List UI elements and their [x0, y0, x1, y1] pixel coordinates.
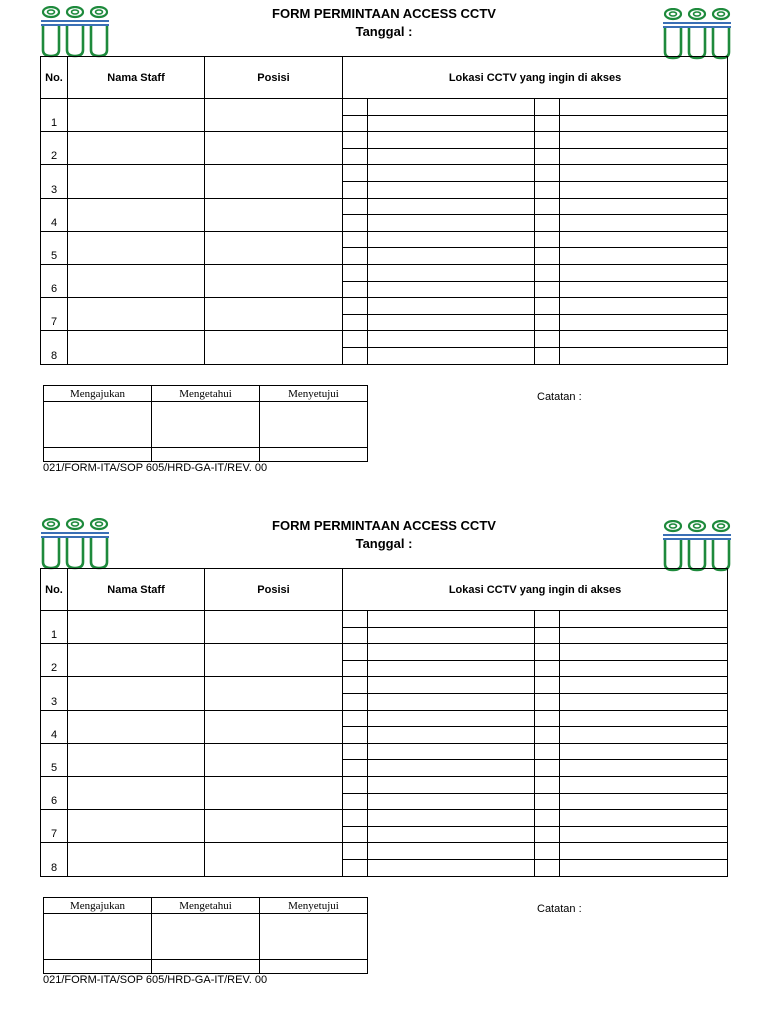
location-check-cell[interactable]: [535, 627, 560, 644]
header-no: No.: [41, 569, 68, 611]
table-row: [41, 99, 728, 116]
signature-box[interactable]: [152, 402, 260, 448]
signature-body-row: [44, 402, 368, 448]
location-check-cell[interactable]: [343, 627, 368, 644]
location-check-cell[interactable]: [535, 198, 560, 215]
location-check-cell[interactable]: [343, 660, 368, 677]
position-cell[interactable]: [205, 776, 343, 809]
row-number: 5: [41, 231, 68, 264]
location-name-cell[interactable]: [560, 627, 728, 644]
location-name-cell[interactable]: [560, 314, 728, 331]
location-check-cell[interactable]: [343, 181, 368, 198]
location-name-cell[interactable]: [368, 215, 535, 232]
location-check-cell[interactable]: [535, 677, 560, 694]
location-name-cell[interactable]: [368, 743, 535, 760]
signer-name-cell[interactable]: [152, 960, 260, 974]
company-logo-right: [662, 520, 732, 572]
row-number: 4: [41, 710, 68, 743]
location-check-cell[interactable]: [343, 843, 368, 860]
location-check-cell[interactable]: [535, 644, 560, 661]
row-number: 5: [41, 743, 68, 776]
location-check-cell[interactable]: [535, 660, 560, 677]
document-code: 021/FORM-ITA/SOP 605/HRD-GA-IT/REV. 00: [43, 974, 268, 986]
location-name-cell[interactable]: [560, 776, 728, 793]
location-name-cell[interactable]: [368, 331, 535, 348]
location-check-cell[interactable]: [535, 281, 560, 298]
location-name-cell[interactable]: [368, 231, 535, 248]
location-name-cell[interactable]: [368, 693, 535, 710]
position-cell[interactable]: [205, 710, 343, 743]
table-row: [41, 644, 728, 661]
location-check-cell[interactable]: [343, 281, 368, 298]
date-label: Tanggal :: [355, 24, 413, 39]
location-name-cell[interactable]: [560, 298, 728, 315]
staff-name-cell[interactable]: [68, 710, 205, 743]
signature-box[interactable]: [44, 402, 152, 448]
staff-name-cell[interactable]: [68, 331, 205, 364]
location-name-cell[interactable]: [368, 760, 535, 777]
signature-name-row: [44, 960, 368, 974]
row-number: 8: [41, 331, 68, 364]
position-cell[interactable]: [205, 611, 343, 644]
form-title: FORM PERMINTAAN ACCESS CCTV: [272, 6, 496, 21]
location-name-cell[interactable]: [368, 611, 535, 628]
position-cell[interactable]: [205, 198, 343, 231]
table-row: [41, 331, 728, 348]
signature-header-row: [44, 898, 368, 914]
location-name-cell[interactable]: [560, 331, 728, 348]
location-name-cell[interactable]: [368, 198, 535, 215]
location-name-cell[interactable]: [560, 215, 728, 232]
company-logo-right: [662, 8, 732, 60]
staff-name-cell[interactable]: [68, 165, 205, 198]
location-check-cell[interactable]: [343, 215, 368, 232]
signature-body-row: [44, 914, 368, 960]
location-check-cell[interactable]: [535, 165, 560, 182]
staff-name-cell[interactable]: [68, 99, 205, 132]
header-position: Posisi: [205, 57, 343, 99]
staff-name-cell[interactable]: [68, 743, 205, 776]
location-name-cell[interactable]: [368, 627, 535, 644]
location-check-cell[interactable]: [535, 859, 560, 876]
signer-name-cell[interactable]: [44, 448, 152, 462]
location-check-cell[interactable]: [535, 181, 560, 198]
location-check-cell[interactable]: [535, 132, 560, 149]
company-logo-left: [40, 6, 110, 58]
location-name-cell[interactable]: [368, 660, 535, 677]
table-row: [41, 810, 728, 827]
location-check-cell[interactable]: [343, 99, 368, 116]
header-cctv-location: Lokasi CCTV yang ingin di akses: [343, 569, 728, 611]
location-check-cell[interactable]: [343, 115, 368, 132]
location-check-cell[interactable]: [535, 743, 560, 760]
location-name-cell[interactable]: [560, 231, 728, 248]
position-cell[interactable]: [205, 132, 343, 165]
notes-label: Catatan :: [537, 903, 582, 915]
signature-name-row: [44, 448, 368, 462]
position-cell[interactable]: [205, 644, 343, 677]
position-cell[interactable]: [205, 331, 343, 364]
signature-approved-label: Menyetujui: [260, 386, 368, 402]
location-check-cell[interactable]: [535, 148, 560, 165]
location-name-cell[interactable]: [560, 826, 728, 843]
position-cell[interactable]: [205, 743, 343, 776]
location-check-cell[interactable]: [343, 776, 368, 793]
location-check-cell[interactable]: [343, 859, 368, 876]
signer-name-cell[interactable]: [152, 448, 260, 462]
location-check-cell[interactable]: [343, 611, 368, 628]
staff-name-cell[interactable]: [68, 264, 205, 297]
signature-box[interactable]: [152, 914, 260, 960]
location-name-cell[interactable]: [560, 644, 728, 661]
position-cell[interactable]: [205, 99, 343, 132]
signer-name-cell[interactable]: [260, 448, 368, 462]
location-name-cell[interactable]: [560, 859, 728, 876]
location-check-cell[interactable]: [343, 347, 368, 364]
signer-name-cell[interactable]: [44, 960, 152, 974]
location-name-cell[interactable]: [560, 198, 728, 215]
table-row: [41, 165, 728, 182]
location-name-cell[interactable]: [560, 693, 728, 710]
location-name-cell[interactable]: [368, 181, 535, 198]
location-check-cell[interactable]: [535, 611, 560, 628]
location-check-cell[interactable]: [343, 677, 368, 694]
location-check-cell[interactable]: [343, 644, 368, 661]
location-check-cell[interactable]: [535, 99, 560, 116]
location-name-cell[interactable]: [560, 760, 728, 777]
table-row: [41, 743, 728, 760]
header-position: Posisi: [205, 569, 343, 611]
table-row: [41, 298, 728, 315]
location-check-cell[interactable]: [343, 727, 368, 744]
signature-submitted-label: Mengajukan: [44, 386, 152, 402]
header-cctv-location: Lokasi CCTV yang ingin di akses: [343, 57, 728, 99]
row-number: 4: [41, 198, 68, 231]
location-check-cell[interactable]: [343, 298, 368, 315]
company-logo-left: [40, 518, 110, 570]
location-check-cell[interactable]: [535, 793, 560, 810]
row-number: 3: [41, 165, 68, 198]
location-name-cell[interactable]: [368, 314, 535, 331]
row-number: 1: [41, 99, 68, 132]
location-check-cell[interactable]: [343, 743, 368, 760]
row-number: 7: [41, 810, 68, 843]
location-check-cell[interactable]: [535, 826, 560, 843]
location-name-cell[interactable]: [560, 611, 728, 628]
date-label: Tanggal :: [355, 536, 413, 551]
row-number: 3: [41, 677, 68, 710]
table-header-row: [41, 569, 728, 611]
form-header: [200, 6, 568, 39]
location-check-cell[interactable]: [535, 264, 560, 281]
location-name-cell[interactable]: [560, 148, 728, 165]
signature-acknowledged-label: Mengetahui: [152, 386, 260, 402]
location-name-cell[interactable]: [560, 843, 728, 860]
location-check-cell[interactable]: [343, 231, 368, 248]
location-name-cell[interactable]: [368, 115, 535, 132]
location-name-cell[interactable]: [560, 248, 728, 265]
location-name-cell[interactable]: [560, 99, 728, 116]
signature-acknowledged-label: Mengetahui: [152, 898, 260, 914]
position-cell[interactable]: [205, 810, 343, 843]
table-row: [41, 677, 728, 694]
location-check-cell[interactable]: [535, 231, 560, 248]
row-number: 1: [41, 611, 68, 644]
staff-name-cell[interactable]: [68, 677, 205, 710]
form-title: FORM PERMINTAAN ACCESS CCTV: [272, 518, 496, 533]
location-name-cell[interactable]: [368, 776, 535, 793]
signature-table: [43, 385, 368, 462]
staff-name-cell[interactable]: [68, 132, 205, 165]
position-cell[interactable]: [205, 231, 343, 264]
location-name-cell[interactable]: [560, 181, 728, 198]
location-name-cell[interactable]: [560, 727, 728, 744]
staff-name-cell[interactable]: [68, 776, 205, 809]
location-name-cell[interactable]: [560, 132, 728, 149]
location-name-cell[interactable]: [368, 727, 535, 744]
location-name-cell[interactable]: [560, 810, 728, 827]
location-check-cell[interactable]: [535, 298, 560, 315]
signer-name-cell[interactable]: [260, 960, 368, 974]
row-number: 2: [41, 132, 68, 165]
table-header-row: [41, 57, 728, 99]
location-check-cell[interactable]: [343, 248, 368, 265]
notes-label: Catatan :: [537, 391, 582, 403]
location-name-cell[interactable]: [368, 99, 535, 116]
location-check-cell[interactable]: [535, 693, 560, 710]
location-name-cell[interactable]: [368, 148, 535, 165]
staff-name-cell[interactable]: [68, 611, 205, 644]
staff-access-table: [40, 568, 728, 877]
location-name-cell[interactable]: [368, 281, 535, 298]
location-name-cell[interactable]: [560, 165, 728, 182]
location-name-cell[interactable]: [560, 743, 728, 760]
cctv-access-form: [0, 512, 768, 1012]
cctv-access-form: [0, 0, 768, 500]
staff-name-cell[interactable]: [68, 298, 205, 331]
position-cell[interactable]: [205, 264, 343, 297]
table-row: [41, 776, 728, 793]
table-row: [41, 264, 728, 281]
table-row: [41, 710, 728, 727]
location-name-cell[interactable]: [560, 660, 728, 677]
location-check-cell[interactable]: [535, 810, 560, 827]
table-row: [41, 132, 728, 149]
location-check-cell[interactable]: [343, 132, 368, 149]
location-name-cell[interactable]: [368, 843, 535, 860]
location-name-cell[interactable]: [368, 710, 535, 727]
location-check-cell[interactable]: [343, 264, 368, 281]
location-check-cell[interactable]: [535, 710, 560, 727]
location-name-cell[interactable]: [560, 264, 728, 281]
header-staff-name: Nama Staff: [68, 569, 205, 611]
location-name-cell[interactable]: [560, 115, 728, 132]
location-check-cell[interactable]: [343, 793, 368, 810]
signature-box[interactable]: [260, 402, 368, 448]
location-name-cell[interactable]: [368, 644, 535, 661]
location-check-cell[interactable]: [535, 331, 560, 348]
location-name-cell[interactable]: [368, 165, 535, 182]
signature-approved-label: Menyetujui: [260, 898, 368, 914]
signature-submitted-label: Mengajukan: [44, 898, 152, 914]
location-name-cell[interactable]: [368, 248, 535, 265]
staff-name-cell[interactable]: [68, 231, 205, 264]
row-number: 2: [41, 644, 68, 677]
staff-name-cell[interactable]: [68, 810, 205, 843]
position-cell[interactable]: [205, 165, 343, 198]
location-name-cell[interactable]: [368, 132, 535, 149]
row-number: 6: [41, 776, 68, 809]
location-check-cell[interactable]: [343, 710, 368, 727]
location-check-cell[interactable]: [535, 215, 560, 232]
location-check-cell[interactable]: [535, 727, 560, 744]
form-header: [200, 518, 568, 551]
location-check-cell[interactable]: [535, 115, 560, 132]
position-cell[interactable]: [205, 843, 343, 876]
location-check-cell[interactable]: [343, 826, 368, 843]
header-staff-name: Nama Staff: [68, 57, 205, 99]
table-row: [41, 231, 728, 248]
location-name-cell[interactable]: [368, 677, 535, 694]
location-check-cell[interactable]: [535, 843, 560, 860]
location-check-cell[interactable]: [535, 776, 560, 793]
location-name-cell[interactable]: [368, 826, 535, 843]
location-check-cell[interactable]: [343, 314, 368, 331]
location-check-cell[interactable]: [535, 248, 560, 265]
location-check-cell[interactable]: [535, 760, 560, 777]
location-check-cell[interactable]: [535, 347, 560, 364]
location-name-cell[interactable]: [368, 347, 535, 364]
signature-header-row: [44, 386, 368, 402]
location-name-cell[interactable]: [368, 298, 535, 315]
signature-box[interactable]: [44, 914, 152, 960]
staff-access-table: [40, 56, 728, 365]
header-no: No.: [41, 57, 68, 99]
location-name-cell[interactable]: [560, 710, 728, 727]
location-name-cell[interactable]: [560, 347, 728, 364]
staff-name-cell[interactable]: [68, 198, 205, 231]
table-row: [41, 611, 728, 628]
location-check-cell[interactable]: [343, 693, 368, 710]
location-check-cell[interactable]: [343, 165, 368, 182]
staff-name-cell[interactable]: [68, 843, 205, 876]
row-number: 6: [41, 264, 68, 297]
signature-box[interactable]: [260, 914, 368, 960]
location-check-cell[interactable]: [343, 331, 368, 348]
location-check-cell[interactable]: [343, 198, 368, 215]
location-name-cell[interactable]: [368, 264, 535, 281]
location-check-cell[interactable]: [343, 760, 368, 777]
location-name-cell[interactable]: [560, 677, 728, 694]
signature-table: [43, 897, 368, 974]
location-name-cell[interactable]: [368, 793, 535, 810]
row-number: 8: [41, 843, 68, 876]
location-name-cell[interactable]: [368, 859, 535, 876]
location-name-cell[interactable]: [560, 793, 728, 810]
table-row: [41, 198, 728, 215]
table-row: [41, 843, 728, 860]
location-name-cell[interactable]: [560, 281, 728, 298]
location-name-cell[interactable]: [368, 810, 535, 827]
location-check-cell[interactable]: [343, 148, 368, 165]
staff-name-cell[interactable]: [68, 644, 205, 677]
position-cell[interactable]: [205, 677, 343, 710]
document-code: 021/FORM-ITA/SOP 605/HRD-GA-IT/REV. 00: [43, 462, 268, 474]
location-check-cell[interactable]: [343, 810, 368, 827]
location-check-cell[interactable]: [535, 314, 560, 331]
position-cell[interactable]: [205, 298, 343, 331]
row-number: 7: [41, 298, 68, 331]
